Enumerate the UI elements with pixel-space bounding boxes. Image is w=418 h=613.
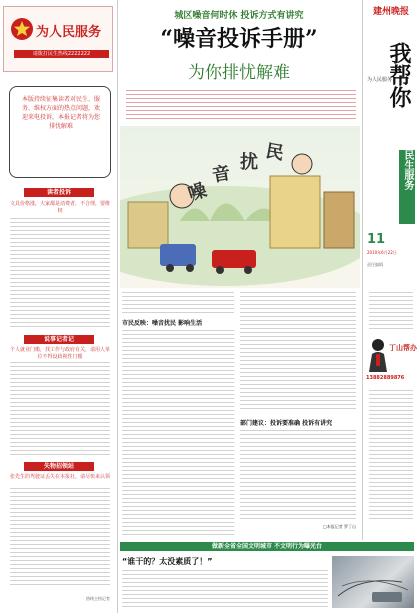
issue-date: 2010年6月22日 [367,250,397,255]
car-photo [332,556,414,608]
hotline-prompt-box [9,86,111,178]
lostfound-body [10,488,110,588]
sidebar-tag: 为人民服务 [367,77,393,83]
article-col-1b [122,330,234,538]
right-sidebar [362,0,418,540]
noise-word-2: 音 [210,162,232,187]
helper-portrait-icon [367,338,389,372]
page-number: 11 [367,232,386,247]
complaints-title: 文具价格涨，大家都是消费者，不合理，要维权 [10,201,111,214]
headline: “噪音投诉手册” [160,26,318,52]
reporter-body [10,362,110,458]
section-header-complaints: 读者投诉 [24,188,94,197]
left-footer: 热线主持记者 [86,596,110,601]
noise-word-4: 民 [264,140,286,165]
sidebar-lower-text [369,390,413,520]
left-banner [3,6,113,72]
noise-illustration [120,126,360,288]
complaints-body [10,218,110,330]
sidebar-info [369,292,413,332]
article-section2-title: 部门建议：投诉要准确 投诉有讲究 [240,420,333,427]
column-sub: 民生服务 [402,150,413,190]
star-emblem-icon [10,17,34,41]
bottom-banner [120,542,414,551]
reporter-title: 个人就业门槛，找工作与政府有关，请用人单位不得设歧视性门槛 [10,347,111,360]
editor-label: 责任编辑 [367,262,383,267]
bottom-banner-text: 做新全省全国文明城市 不文明行为曝光台 [211,543,323,550]
bottom-question: “谁干的？太没素质了！” [122,557,213,566]
masthead: 建州晚报 [372,7,409,17]
article-section-title: 市民反映：噪音扰民 影响生活 [122,320,203,327]
noise-word-3: 扰 [240,152,258,173]
article-byline: □本报记者 罗丁山 [322,524,356,529]
article-col-2 [240,292,356,412]
subheadline: 为你排忧解难 [188,63,290,83]
banner-title: 为人民服务 [36,25,102,40]
hotline-prompt: 本版持续征集读者对民生、服务、维权方面的热点问题，欢迎来电投诉，本报记者将为您排忧解难 [22,96,101,130]
lostfound-title: 张先生的驾驶证丢失在本报社，请尽快来认领 [10,474,111,480]
column-title: 我帮你 [386,42,412,108]
contact-list [126,90,356,120]
section-header-lostfound: 失物招领站 [24,462,94,471]
article-col-1 [122,292,234,316]
section-header-reporter: 说事记者记 [24,335,94,344]
column-sub-bar [399,150,415,224]
left-column [0,0,118,613]
bottom-body [122,570,328,608]
article-col-2b [240,430,356,520]
noise-word-1: 噪 [185,179,210,206]
kicker: 城区噪音何时休 投诉方式有讲究 [174,11,304,21]
hotline-number: 13882889876 [366,375,405,381]
hotline-banner: 请拨打民生热线2222222 [14,50,109,58]
hotline-name: 丁山帮办 [389,344,417,352]
